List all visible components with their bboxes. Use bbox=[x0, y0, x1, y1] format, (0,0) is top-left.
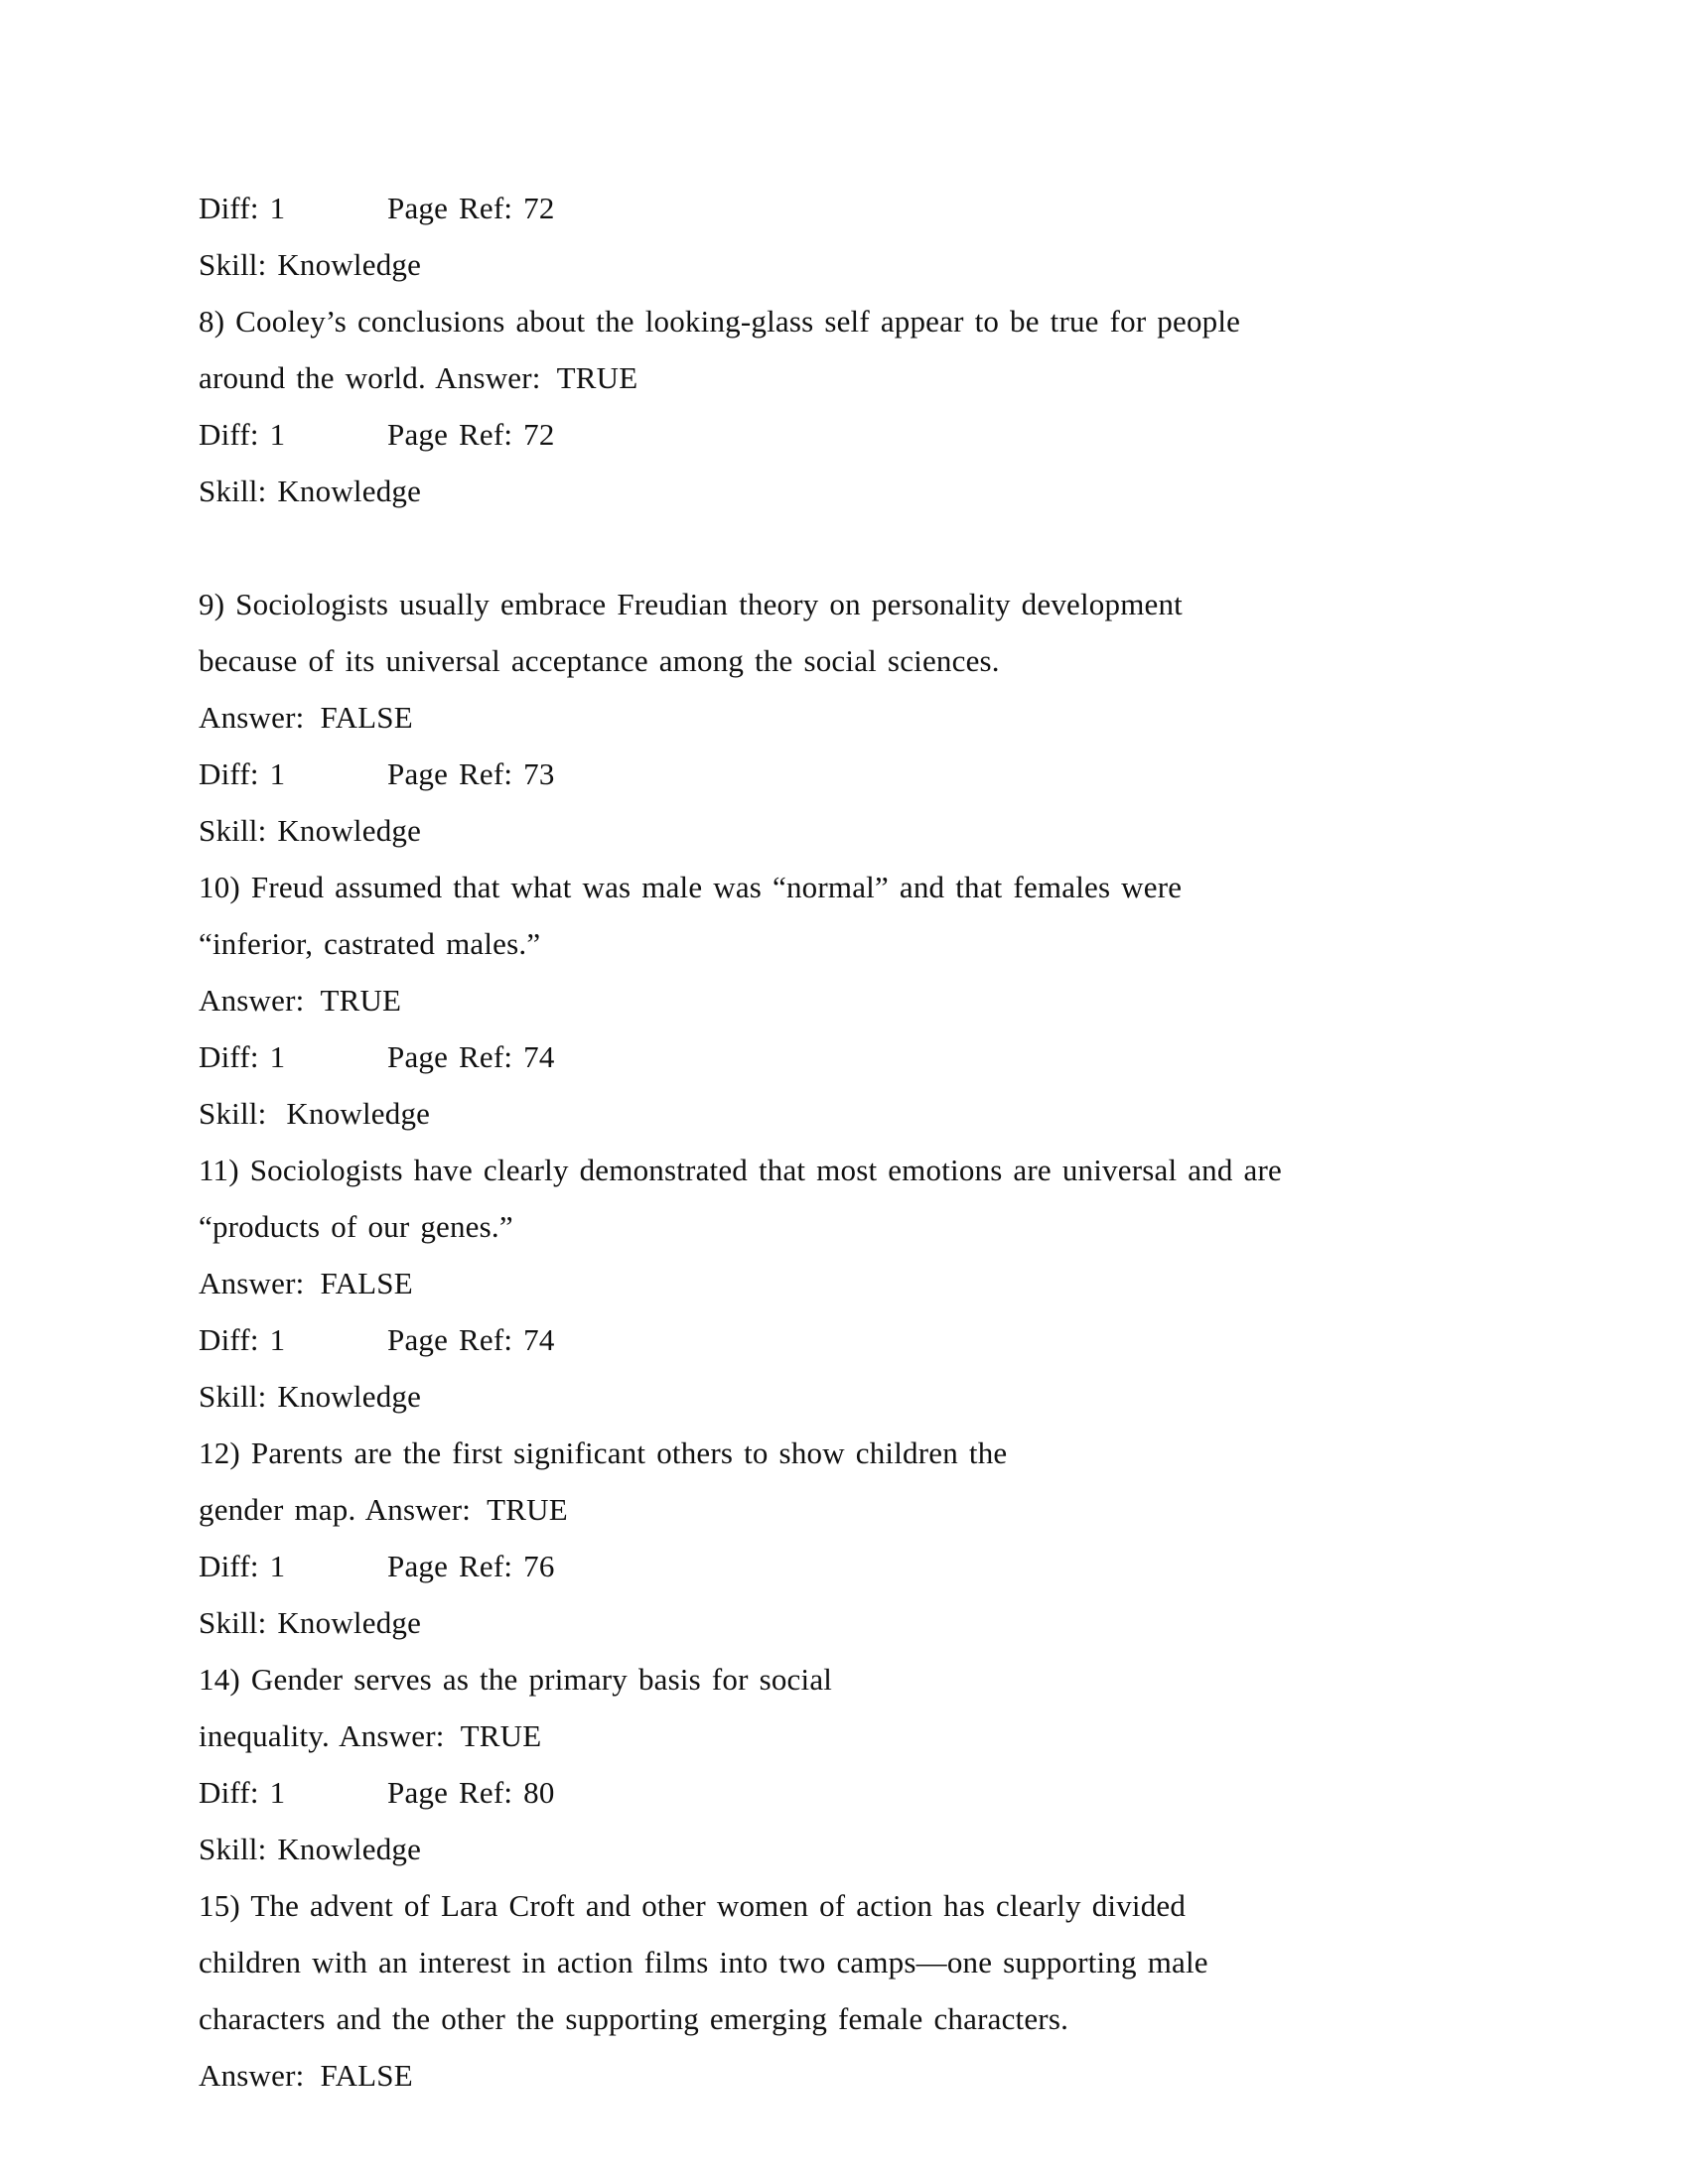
meta-row bbox=[199, 180, 1489, 236]
skill-row: Skill: Knowledge bbox=[199, 1832, 422, 1866]
difficulty: Diff: 1 bbox=[199, 1775, 286, 1810]
skill-value: Knowledge bbox=[286, 1096, 431, 1131]
document-page bbox=[199, 180, 1489, 2104]
question-10-text-line-1: 10) Freud assumed that what was male was “normal” and that females were bbox=[199, 870, 1183, 904]
question-15-text-line-2: children with an interest in action films into two camps—one supporting male bbox=[199, 1945, 1208, 1979]
difficulty: Diff: 1 bbox=[199, 1322, 286, 1357]
question-text: inequality. Answer: bbox=[199, 1718, 445, 1753]
page-ref: Page Ref: 73 bbox=[387, 756, 555, 791]
question-8-text-line-2 bbox=[199, 349, 1489, 406]
spacer bbox=[199, 519, 1489, 576]
question-14-text-line-1: 14) Gender serves as the primary basis for social bbox=[199, 1662, 833, 1697]
page-ref: Page Ref: 80 bbox=[387, 1775, 555, 1810]
question-text: gender map. Answer: bbox=[199, 1492, 472, 1527]
skill-row: Skill: Knowledge bbox=[199, 474, 422, 508]
meta-row bbox=[199, 1028, 1489, 1085]
answer-label: Answer: bbox=[199, 1266, 305, 1300]
meta-row bbox=[199, 406, 1489, 463]
answer-row bbox=[199, 972, 1489, 1028]
skill-row bbox=[199, 1085, 1489, 1142]
question-10-text-line-2: “inferior, castrated males.” bbox=[199, 926, 541, 961]
skill-label: Skill: bbox=[199, 1096, 267, 1131]
question-15-text-line-3: characters and the other the supporting emerging female characters. bbox=[199, 2001, 1069, 2036]
difficulty: Diff: 1 bbox=[199, 191, 286, 225]
question-11-text-line-1: 11) Sociologists have clearly demonstrated that most emotions are universal and are bbox=[199, 1153, 1282, 1187]
answer-value: FALSE bbox=[320, 1266, 413, 1300]
skill-row: Skill: Knowledge bbox=[199, 813, 422, 848]
difficulty: Diff: 1 bbox=[199, 1549, 286, 1583]
answer-value: TRUE bbox=[320, 983, 402, 1018]
question-12-text-line-1: 12) Parents are the first significant others to show children the bbox=[199, 1435, 1008, 1470]
meta-row bbox=[199, 1311, 1489, 1368]
answer-row bbox=[199, 1255, 1489, 1311]
question-15-text-line-1: 15) The advent of Lara Croft and other women of action has clearly divided bbox=[199, 1888, 1187, 1923]
page-ref: Page Ref: 76 bbox=[387, 1549, 555, 1583]
answer-label: Answer: bbox=[199, 2058, 305, 2093]
answer-value: TRUE bbox=[556, 360, 638, 395]
skill-row: Skill: Knowledge bbox=[199, 1605, 422, 1640]
question-14-text-line-2 bbox=[199, 1707, 1489, 1764]
question-12-text-line-2 bbox=[199, 1481, 1489, 1538]
answer-value: TRUE bbox=[460, 1718, 542, 1753]
skill-row: Skill: Knowledge bbox=[199, 247, 422, 282]
answer-value: TRUE bbox=[487, 1492, 568, 1527]
difficulty: Diff: 1 bbox=[199, 1039, 286, 1074]
page-ref: Page Ref: 72 bbox=[387, 417, 555, 452]
answer-value: FALSE bbox=[320, 2058, 413, 2093]
question-11-text-line-2: “products of our genes.” bbox=[199, 1209, 513, 1244]
meta-row bbox=[199, 1764, 1489, 1821]
answer-label: Answer: bbox=[199, 700, 305, 735]
question-9-text-line-1: 9) Sociologists usually embrace Freudian theory on personality development bbox=[199, 587, 1183, 621]
question-text: around the world. Answer: bbox=[199, 360, 541, 395]
difficulty: Diff: 1 bbox=[199, 417, 286, 452]
difficulty: Diff: 1 bbox=[199, 756, 286, 791]
question-8-text-line-1: 8) Cooley’s conclusions about the looking-glass self appear to be true for people bbox=[199, 304, 1241, 339]
question-9-text-line-2: because of its universal acceptance among the social sciences. bbox=[199, 643, 1000, 678]
answer-row bbox=[199, 2047, 1489, 2104]
answer-label: Answer: bbox=[199, 983, 305, 1018]
meta-row bbox=[199, 746, 1489, 802]
skill-row: Skill: Knowledge bbox=[199, 1379, 422, 1414]
page-ref: Page Ref: 72 bbox=[387, 191, 555, 225]
meta-row bbox=[199, 1538, 1489, 1594]
answer-value: FALSE bbox=[320, 700, 413, 735]
page-ref: Page Ref: 74 bbox=[387, 1039, 555, 1074]
page-ref: Page Ref: 74 bbox=[387, 1322, 555, 1357]
answer-row bbox=[199, 689, 1489, 746]
